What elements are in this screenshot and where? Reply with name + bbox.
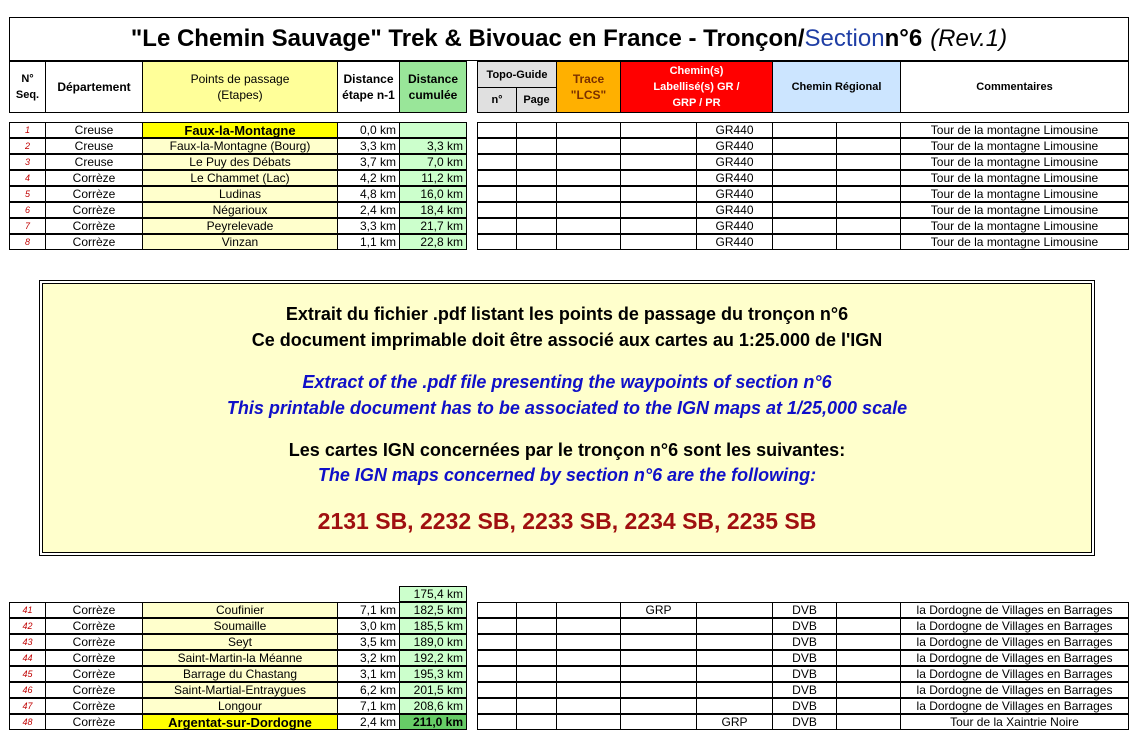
top-row-gr-cell: GR440 [696, 138, 773, 154]
top-row-dist-cell: 3,3 km [337, 218, 400, 234]
bottom-row-region-cell: DVB [772, 602, 837, 618]
header-distance-etape: Distance étape n-1 [337, 61, 400, 113]
bottom-row-cum-cell: 182,5 km [399, 602, 467, 618]
top-row-point-cell: Le Chammet (Lac) [142, 170, 338, 186]
bottom-row-point-cell: Longour [142, 698, 338, 714]
bottom-row-dist-cell: 3,1 km [337, 666, 400, 682]
top-row-dept-cell: Corrèze [45, 186, 143, 202]
bottom-row-empty-cell [477, 682, 517, 698]
bottom-row-gr-cell [620, 650, 697, 666]
top-row-region-cell [772, 186, 837, 202]
bottom-row-point-cell: Soumaille [142, 618, 338, 634]
top-row-comment-cell: Tour de la montagne Limousine [900, 138, 1129, 154]
bottom-row-dist-cell: 3,0 km [337, 618, 400, 634]
top-row-cum-cell: 7,0 km [399, 154, 467, 170]
bottom-row-dept-cell: Corrèze [45, 634, 143, 650]
top-row-region-cell [772, 202, 837, 218]
bottom-row-comment-cell: la Dordogne de Villages en Barrages [900, 650, 1129, 666]
bottom-row-point-cell: Saint-Martin-la Méanne [142, 650, 338, 666]
top-row-empty-cell [556, 154, 621, 170]
bottom-row-gr-cell [620, 618, 697, 634]
bottom-row-empty-cell [516, 650, 557, 666]
bottom-row-gr-cell [620, 666, 697, 682]
top-row-empty-cell [620, 234, 697, 250]
top-row-empty-cell [556, 186, 621, 202]
bottom-row-empty-cell [556, 682, 621, 698]
top-row-empty-cell [620, 186, 697, 202]
note-fr-line2: Ce document imprimable doit être associé aux cartes au 1:25.000 de l'IGN [251, 330, 883, 350]
header-seq: N° Seq. [9, 61, 46, 113]
bottom-row-point-cell: Seyt [142, 634, 338, 650]
top-row-seq-cell: 5 [9, 186, 46, 202]
bottom-row-cum-cell: 189,0 km [399, 634, 467, 650]
top-row-empty-cell [620, 170, 697, 186]
bottom-row-cum-cell: 211,0 km [399, 714, 467, 730]
top-row-empty-cell [556, 138, 621, 154]
bottom-row-seq-cell: 47 [9, 698, 46, 714]
bottom-row-region-cell: DVB [772, 682, 837, 698]
top-row-dept-cell: Creuse [45, 138, 143, 154]
bottom-row-empty-cell [836, 602, 901, 618]
top-row-empty-cell [477, 170, 517, 186]
bottom-row-empty-cell [556, 714, 621, 730]
top-row-comment-cell: Tour de la montagne Limousine [900, 122, 1129, 138]
top-row-empty-cell [477, 186, 517, 202]
bottom-row-seq-cell: 41 [9, 602, 46, 618]
top-row-region-cell [772, 138, 837, 154]
bottom-row-dist-cell: 3,5 km [337, 634, 400, 650]
top-row-gr-cell: GR440 [696, 218, 773, 234]
header-trace: Trace "LCS" [556, 61, 621, 113]
bottom-row-empty-cell [556, 698, 621, 714]
bottom-row-comment-cell: Tour de la Xaintrie Noire [900, 714, 1129, 730]
bottom-row-empty-cell [836, 618, 901, 634]
top-row-empty-cell [836, 122, 901, 138]
header-points: Points de passage (Etapes) [142, 61, 338, 113]
bottom-row-empty-cell [477, 666, 517, 682]
top-row-comment-cell: Tour de la montagne Limousine [900, 154, 1129, 170]
bottom-row-dept-cell: Corrèze [45, 682, 143, 698]
top-row-empty-cell [836, 218, 901, 234]
top-row-empty-cell [836, 202, 901, 218]
bottom-row-empty-cell [836, 714, 901, 730]
bottom-row-empty-cell [477, 714, 517, 730]
top-row-cum-cell: 11,2 km [399, 170, 467, 186]
bottom-row-gr-cell [620, 634, 697, 650]
bottom-row-region-cell: DVB [772, 650, 837, 666]
top-row-region-cell [772, 122, 837, 138]
bottom-row-point-cell: Coufinier [142, 602, 338, 618]
bottom-row-dist-cell: 7,1 km [337, 602, 400, 618]
bottom-row-dept-cell: Corrèze [45, 618, 143, 634]
bottom-row-empty-cell [836, 666, 901, 682]
top-row-empty-cell [836, 186, 901, 202]
top-row-dept-cell: Corrèze [45, 170, 143, 186]
top-row-empty-cell [477, 234, 517, 250]
top-row-empty-cell [836, 234, 901, 250]
top-row-cum-cell [399, 122, 467, 138]
top-row-empty-cell [477, 138, 517, 154]
bottom-row-empty-cell [516, 602, 557, 618]
bottom-row-empty-cell [516, 666, 557, 682]
top-row-empty-cell [836, 170, 901, 186]
top-row-empty-cell [556, 218, 621, 234]
top-row-dist-cell: 3,7 km [337, 154, 400, 170]
top-row-empty-cell [516, 170, 557, 186]
top-row-dist-cell: 1,1 km [337, 234, 400, 250]
bottom-row-seq-cell: 44 [9, 650, 46, 666]
bottom-row-gr-cell [620, 714, 697, 730]
top-row-cum-cell: 16,0 km [399, 186, 467, 202]
bottom-row-grp-cell [696, 698, 773, 714]
document-title [9, 17, 1129, 61]
top-row-gr-cell: GR440 [696, 170, 773, 186]
header-chemin-regional: Chemin Régional [772, 61, 901, 113]
top-row-dist-cell: 4,2 km [337, 170, 400, 186]
top-row-empty-cell [836, 138, 901, 154]
top-row-region-cell [772, 154, 837, 170]
top-row-empty-cell [620, 202, 697, 218]
bottom-row-region-cell: DVB [772, 618, 837, 634]
top-row-point-cell: Ludinas [142, 186, 338, 202]
bottom-row-cum-cell: 192,2 km [399, 650, 467, 666]
top-row-point-cell: Négarioux [142, 202, 338, 218]
bottom-row-point-cell: Barrage du Chastang [142, 666, 338, 682]
bottom-row-empty-cell [516, 714, 557, 730]
header-departement: Département [45, 61, 143, 113]
top-row-empty-cell [516, 154, 557, 170]
bottom-row-empty-cell [556, 666, 621, 682]
top-row-comment-cell: Tour de la montagne Limousine [900, 218, 1129, 234]
header-topo-no: n° [477, 87, 517, 113]
bottom-row-empty-cell [477, 634, 517, 650]
header-topo-page: Page [516, 87, 557, 113]
top-row-dept-cell: Corrèze [45, 218, 143, 234]
bottom-row-comment-cell: la Dordogne de Villages en Barrages [900, 634, 1129, 650]
bottom-row-grp-cell: GRP [696, 714, 773, 730]
top-row-empty-cell [620, 122, 697, 138]
top-row-point-cell: Peyrelevade [142, 218, 338, 234]
top-row-seq-cell: 2 [9, 138, 46, 154]
bottom-row-seq-cell: 42 [9, 618, 46, 634]
bottom-row-empty-cell [836, 634, 901, 650]
bottom-row-grp-cell [696, 666, 773, 682]
title-number: n°6 [884, 25, 923, 52]
bottom-row-seq-cell: 48 [9, 714, 46, 730]
bottom-row-empty-cell [516, 618, 557, 634]
top-row-region-cell [772, 170, 837, 186]
bottom-row-gr-cell [620, 682, 697, 698]
note-maps-list: 2131 SB, 2232 SB, 2233 SB, 2234 SB, 2235 SB [317, 508, 817, 534]
bottom-row-dept-cell: Corrèze [45, 650, 143, 666]
top-row-cum-cell: 22,8 km [399, 234, 467, 250]
bottom-row-dept-cell: Corrèze [45, 714, 143, 730]
note-fr-line1: Extrait du fichier .pdf listant les points de passage du tronçon n°6 [285, 304, 849, 324]
bottom-row-grp-cell [696, 618, 773, 634]
header-chemins: Chemin(s) Labellisé(s) GR / GRP / PR [620, 61, 773, 113]
top-row-point-cell: Vinzan [142, 234, 338, 250]
top-row-comment-cell: Tour de la montagne Limousine [900, 186, 1129, 202]
bottom-row-comment-cell: la Dordogne de Villages en Barrages [900, 666, 1129, 682]
top-row-gr-cell: GR440 [696, 202, 773, 218]
bottom-row-cum-cell: 208,6 km [399, 698, 467, 714]
top-row-gr-cell: GR440 [696, 154, 773, 170]
top-row-point-cell: Faux-la-Montagne [142, 122, 338, 138]
header-topo-guide: Topo-Guide [477, 61, 557, 88]
title-revision: (Rev.1) [930, 25, 1008, 52]
top-row-gr-cell: GR440 [696, 122, 773, 138]
note-en-line1: Extract of the .pdf file presenting the waypoints of section n°6 [302, 372, 832, 392]
note-fr-maps: Les cartes IGN concernées par le tronçon n°6 sont les suivantes: [288, 440, 846, 460]
top-row-seq-cell: 4 [9, 170, 46, 186]
top-row-empty-cell [516, 218, 557, 234]
title-section-word: Section [804, 25, 885, 52]
bottom-row-region-cell: DVB [772, 666, 837, 682]
top-row-dept-cell: Creuse [45, 154, 143, 170]
top-row-empty-cell [516, 202, 557, 218]
top-row-empty-cell [556, 170, 621, 186]
bottom-row-seq-cell: 46 [9, 682, 46, 698]
top-row-empty-cell [477, 122, 517, 138]
bottom-row-empty-cell [516, 634, 557, 650]
bottom-row-dept-cell: Corrèze [45, 698, 143, 714]
bottom-row-empty-cell [836, 698, 901, 714]
top-row-dist-cell: 2,4 km [337, 202, 400, 218]
top-row-seq-cell: 8 [9, 234, 46, 250]
top-row-empty-cell [556, 122, 621, 138]
note-en-line2: This printable document has to be associated to the IGN maps at 1/25,000 scale [226, 398, 908, 418]
top-row-empty-cell [556, 202, 621, 218]
top-row-empty-cell [477, 202, 517, 218]
top-row-comment-cell: Tour de la montagne Limousine [900, 170, 1129, 186]
bottom-row-empty-cell [556, 618, 621, 634]
bottom-row-point-cell: Saint-Martial-Entraygues [142, 682, 338, 698]
bottom-row-empty-cell [836, 682, 901, 698]
bottom-row-dist-cell: 7,1 km [337, 698, 400, 714]
bottom-row-comment-cell: la Dordogne de Villages en Barrages [900, 698, 1129, 714]
top-row-empty-cell [556, 234, 621, 250]
bottom-row-seq-cell: 45 [9, 666, 46, 682]
bottom-row-cum-cell: 201,5 km [399, 682, 467, 698]
top-row-empty-cell [620, 154, 697, 170]
bottom-row-empty-cell [556, 650, 621, 666]
carry-over-cumulative: 175,4 km [399, 586, 467, 602]
top-row-dist-cell: 4,8 km [337, 186, 400, 202]
top-row-empty-cell [516, 138, 557, 154]
bottom-row-cum-cell: 185,5 km [399, 618, 467, 634]
top-row-cum-cell: 21,7 km [399, 218, 467, 234]
top-row-empty-cell [836, 154, 901, 170]
top-row-seq-cell: 7 [9, 218, 46, 234]
bottom-row-dept-cell: Corrèze [45, 666, 143, 682]
top-row-empty-cell [516, 186, 557, 202]
top-row-cum-cell: 3,3 km [399, 138, 467, 154]
bottom-row-grp-cell [696, 650, 773, 666]
bottom-row-dist-cell: 3,2 km [337, 650, 400, 666]
top-row-empty-cell [516, 234, 557, 250]
bottom-row-dist-cell: 2,4 km [337, 714, 400, 730]
title-main: "Le Chemin Sauvage" Trek & Bivouac en France - Tronçon/ [130, 25, 805, 52]
top-row-dept-cell: Corrèze [45, 202, 143, 218]
info-box [42, 283, 1092, 553]
bottom-row-empty-cell [477, 602, 517, 618]
bottom-row-comment-cell: la Dordogne de Villages en Barrages [900, 602, 1129, 618]
bottom-row-comment-cell: la Dordogne de Villages en Barrages [900, 682, 1129, 698]
top-row-region-cell [772, 234, 837, 250]
bottom-row-gr-cell [620, 698, 697, 714]
bottom-row-empty-cell [556, 602, 621, 618]
bottom-row-empty-cell [556, 634, 621, 650]
top-row-dist-cell: 3,3 km [337, 138, 400, 154]
top-row-empty-cell [477, 154, 517, 170]
top-row-dept-cell: Corrèze [45, 234, 143, 250]
bottom-row-gr-cell: GRP [620, 602, 697, 618]
bottom-row-empty-cell [836, 650, 901, 666]
top-row-comment-cell: Tour de la montagne Limousine [900, 234, 1129, 250]
bottom-row-empty-cell [516, 698, 557, 714]
bottom-row-empty-cell [477, 698, 517, 714]
top-row-empty-cell [477, 218, 517, 234]
bottom-row-empty-cell [516, 682, 557, 698]
top-row-gr-cell: GR440 [696, 234, 773, 250]
bottom-row-empty-cell [477, 650, 517, 666]
bottom-row-dept-cell: Corrèze [45, 602, 143, 618]
header-commentaires: Commentaires [900, 61, 1129, 113]
top-row-point-cell: Le Puy des Débats [142, 154, 338, 170]
bottom-row-dist-cell: 6,2 km [337, 682, 400, 698]
bottom-row-seq-cell: 43 [9, 634, 46, 650]
bottom-row-region-cell: DVB [772, 698, 837, 714]
top-row-cum-cell: 18,4 km [399, 202, 467, 218]
bottom-row-cum-cell: 195,3 km [399, 666, 467, 682]
bottom-row-grp-cell [696, 682, 773, 698]
note-en-maps: The IGN maps concerned by section n°6 are the following: [317, 465, 817, 485]
bottom-row-grp-cell [696, 634, 773, 650]
bottom-row-grp-cell [696, 602, 773, 618]
header-distance-cumulee: Distance cumulée [399, 61, 467, 113]
top-row-region-cell [772, 218, 837, 234]
top-row-empty-cell [620, 138, 697, 154]
top-row-point-cell: Faux-la-Montagne (Bourg) [142, 138, 338, 154]
top-row-comment-cell: Tour de la montagne Limousine [900, 202, 1129, 218]
bottom-row-empty-cell [477, 618, 517, 634]
top-row-empty-cell [516, 122, 557, 138]
top-row-seq-cell: 1 [9, 122, 46, 138]
top-row-seq-cell: 6 [9, 202, 46, 218]
bottom-row-region-cell: DVB [772, 714, 837, 730]
top-row-gr-cell: GR440 [696, 186, 773, 202]
bottom-row-comment-cell: la Dordogne de Villages en Barrages [900, 618, 1129, 634]
bottom-row-region-cell: DVB [772, 634, 837, 650]
bottom-row-point-cell: Argentat-sur-Dordogne [142, 714, 338, 730]
top-row-dist-cell: 0,0 km [337, 122, 400, 138]
top-row-empty-cell [620, 218, 697, 234]
top-row-dept-cell: Creuse [45, 122, 143, 138]
top-row-seq-cell: 3 [9, 154, 46, 170]
